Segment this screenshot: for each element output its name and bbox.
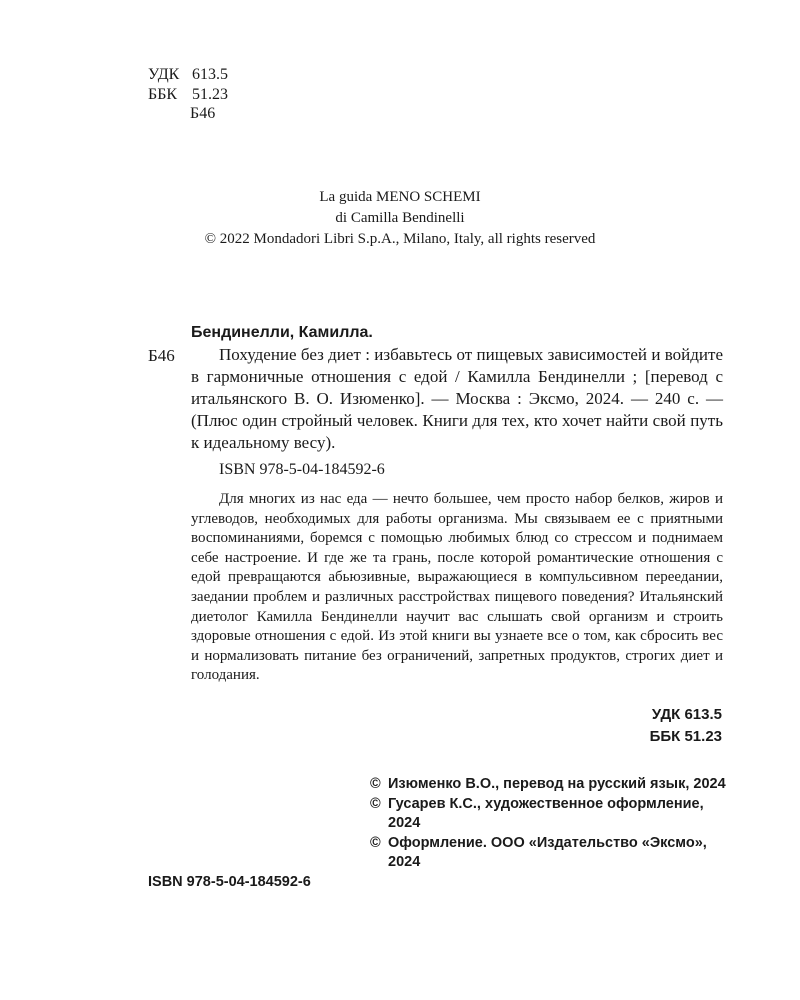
- udk-label: УДК: [148, 66, 180, 83]
- bib-description-text: Похудение без диет : избавьтесь от пищевых зависимостей и войдите в гармоничные отношения с едой / Камилла Бендинелли ; [перевод с итальянского В. О. Изюменко]. — Москва : Эксмо, 2024. — 240 с. — (Плюс один стройный человек. Книги для тех, кто хочет найти свой путь к идеальному весу).: [191, 345, 723, 452]
- copyright-symbol: ©: [370, 776, 381, 792]
- original-title: La guida MENO SCHEMI: [319, 189, 481, 205]
- copyright-symbol: ©: [370, 795, 381, 812]
- isbn-record: ISBN 978-5-04-184592-6: [219, 461, 385, 478]
- bib-cutter: Б46: [148, 346, 175, 365]
- copyright-list: [370, 775, 730, 873]
- original-author: di Camilla Bendinelli: [335, 210, 465, 226]
- bbk-value: 51.23: [192, 86, 228, 103]
- bbk-code-bold: ББК 51.23: [649, 728, 722, 745]
- copyright-item: [370, 795, 730, 834]
- bib-description: [191, 344, 723, 454]
- udk-row: [148, 65, 228, 85]
- copyright-text: Гусарев К.С., художественное оформление, 2024: [388, 795, 704, 832]
- original-copyright: © 2022 Mondadori Libri S.p.A., Milano, Italy, all rights reserved: [204, 231, 596, 247]
- copyright-item: [370, 775, 730, 795]
- copyright-item: [370, 834, 730, 873]
- copyright-symbol: ©: [370, 834, 381, 851]
- udk-value: 613.5: [192, 66, 228, 83]
- bbk-row: [148, 85, 228, 105]
- author-heading: Бендинелли, Камилла.: [191, 324, 373, 341]
- udk-code-bold: УДК 613.5: [651, 706, 722, 723]
- cutter-code: Б46: [190, 105, 216, 122]
- copyright-text: Изюменко В.О., перевод на русский язык, 2024: [388, 776, 726, 792]
- annotation: [191, 490, 723, 686]
- bbk-label: ББК: [148, 86, 178, 103]
- copyright-text: Оформление. ООО «Издательство «Эксмо», 2024: [388, 834, 707, 871]
- isbn-footer: ISBN 978-5-04-184592-6: [148, 874, 311, 890]
- annotation-text: Для многих из нас еда — нечто большее, чем просто набор белков, жиров и углеводов, необходимых для работы организма. Мы связываем ее с приятными воспоминаниями, боремся с помощью любимых блюд со стрессом и поднимаем себе настроение. И где же та грань, после которой романтические отношения с едой превращаются абьюзивные, выражающиеся в компульсивном переедании, заедании проблем и различных расстройствах пищевого поведения? Итальянский диетолог Камилла Бендинелли научит вас слышать свой организм и строить здоровые отношения с едой. Из этой книги вы узнаете все о том, как сбросить вес и нормализовать питание без ограничений, запретных продуктов, строгих диет и голодания.: [191, 491, 723, 684]
